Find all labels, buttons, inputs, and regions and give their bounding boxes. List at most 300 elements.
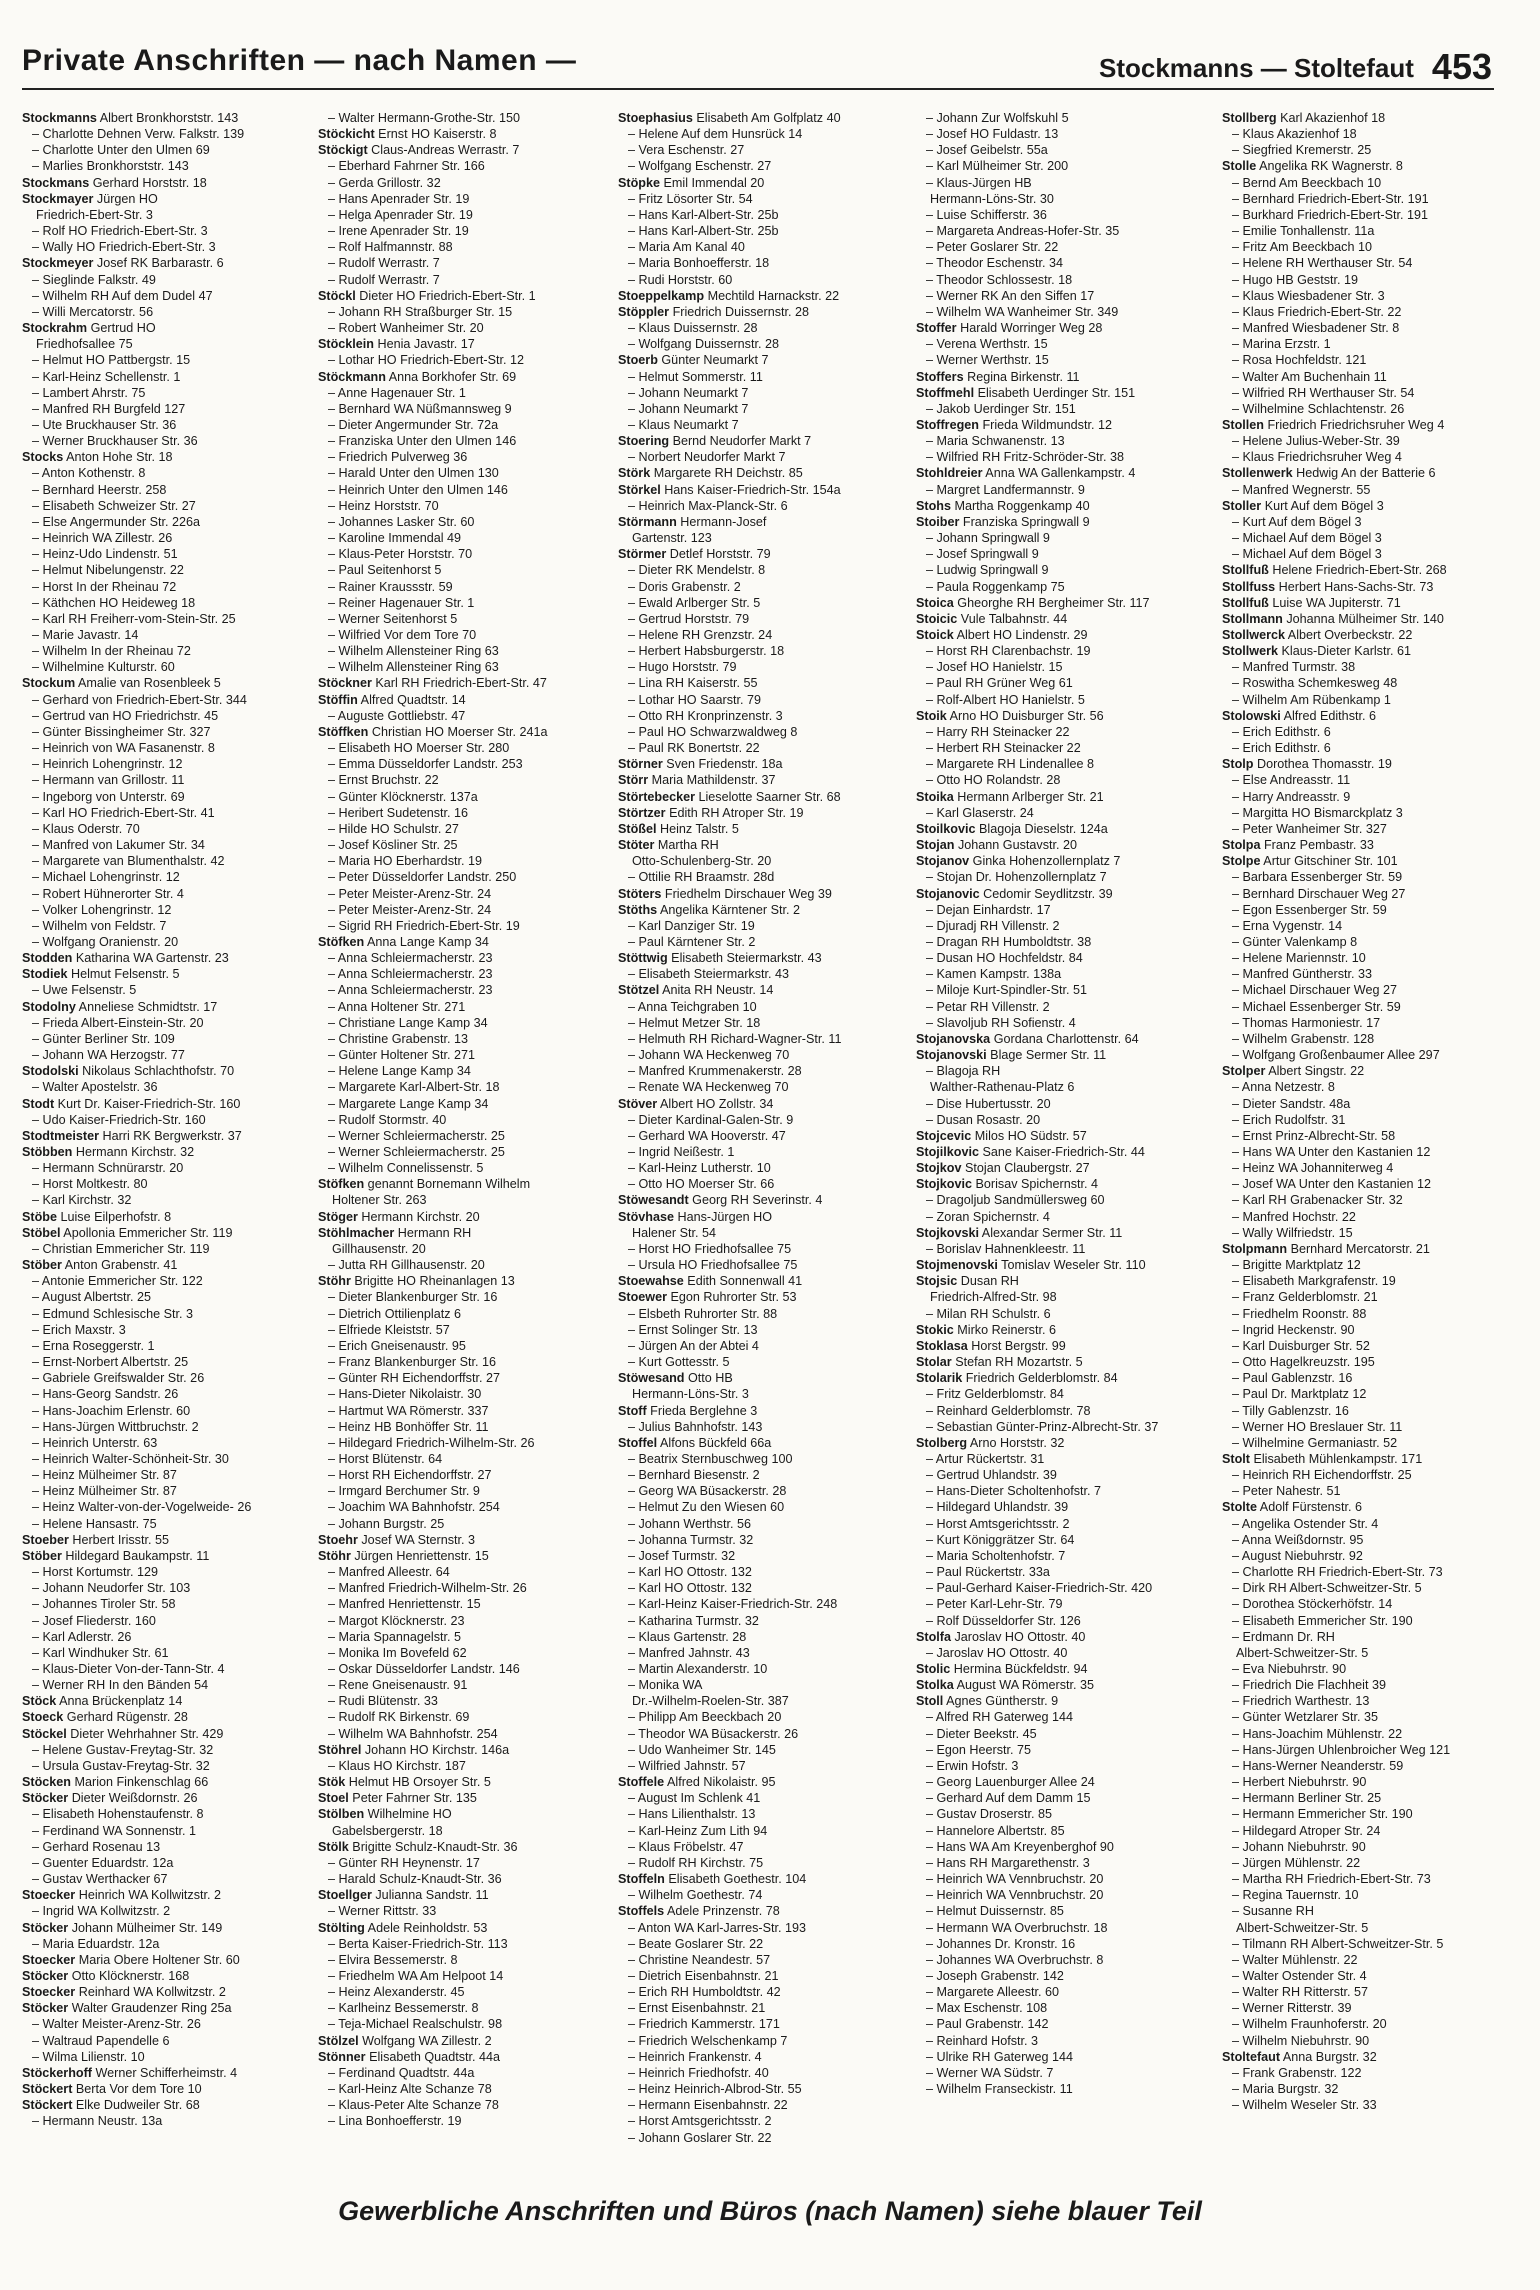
directory-entry: – Emilie Tonhallenstr. 11a [1232,224,1375,239]
directory-entry: – Johann RH Straßburger Str. 15 [328,304,513,319]
directory-entry: – Lothar HO Friedrich-Ebert-Str. 12 [328,353,524,368]
directory-entry: – Helmut Metzer Str. 18 [628,1015,761,1030]
directory-entry: Stollfuss Herbert Hans-Sachs-Str. 73 [1222,579,1434,594]
directory-entry: – Walter Hermann-Grothe-Str. 150 [328,111,521,125]
directory-entry: Walther-Rathenau-Platz 6 [930,1080,1075,1095]
directory-entry: Stöters Friedhelm Dirschauer Weg 39 [618,886,832,901]
directory-entry: Stolarik Friedrich Gelderblomstr. 84 [916,1371,1118,1386]
directory-entry: – Margarete RH Lindenallee 8 [926,757,1095,772]
directory-entry: – Hannelore Albertstr. 85 [926,1823,1065,1838]
directory-entry: – Klaus Gartenstr. 28 [628,1629,747,1644]
directory-entry: Stöhr Jürgen Henriettenstr. 15 [318,1548,489,1563]
directory-entry: – Rolf Düsseldorfer Str. 126 [926,1613,1081,1628]
directory-entry: – Stojan Dr. Hohenzollernplatz 7 [926,870,1107,885]
directory-entry: – Werner Ritterstr. 39 [1232,2001,1352,2016]
directory-entry: – Jakob Uerdinger Str. 151 [926,401,1076,416]
directory-entry: – Berta Kaiser-Friedrich-Str. 113 [328,1936,508,1951]
directory-entry: Stöcker Walter Graudenzer Ring 25a [22,2001,232,2016]
directory-entry: – Josef Turmstr. 32 [628,1548,736,1563]
directory-entry: – Helmut Sommerstr. 11 [628,369,763,384]
directory-entry: – Klaus Duissernstr. 28 [628,321,758,336]
directory-entry: – Wilhelm Connelissenstr. 5 [328,1161,484,1176]
directory-entry: – Ernst Solinger Str. 13 [628,1322,758,1337]
directory-entry: – Friedhelm WA Am Helpoot 14 [328,1968,504,1983]
directory-entry: – Philipp Am Beeckbach 20 [628,1710,782,1725]
directory-entry: – Ursula HO Friedhofsallee 75 [628,1258,798,1273]
directory-entry: – Tilmann RH Albert-Schweitzer-Str. 5 [1232,1936,1444,1951]
directory-entry: – Horst RH Clarenbachstr. 19 [926,644,1091,659]
directory-entry: – Helene Hansastr. 75 [32,1516,157,1531]
directory-entry: – Helmut Nibelungenstr. 22 [32,563,184,578]
directory-entry: – Gertrud Uhlandstr. 39 [926,1468,1057,1483]
directory-entry: – Kamen Kampstr. 138a [926,967,1062,982]
directory-entry: – Helene Mariennstr. 10 [1232,951,1366,966]
directory-entry: Hermann-Löns-Str. 30 [930,191,1054,206]
directory-entry: Störner Sven Friedenstr. 18a [618,757,783,772]
directory-entry: Stöver Albert HO Zollstr. 34 [618,1096,774,1111]
directory-entry: – Johanna Turmstr. 32 [628,1532,754,1547]
directory-entry: – Hans Apenrader Str. 19 [328,191,470,206]
directory-entry: – Erich Gneisenaustr. 95 [328,1338,466,1353]
directory-entry: – Günter Klöcknerstr. 137a [328,789,478,804]
directory-entry: – Heinz WA Johanniterweg 4 [1232,1161,1394,1176]
directory-entry: – Dusan Rosastr. 20 [926,1112,1041,1127]
directory-entry: – Paul HO Schwarzwaldweg 8 [628,724,798,739]
directory-entry: – Johannes Dr. Kronstr. 16 [926,1936,1076,1951]
directory-entry: – Lina Bonhoefferstr. 19 [328,2114,462,2129]
directory-entry: Stoewer Egon Ruhrorter Str. 53 [618,1290,797,1305]
directory-entry: Stojanovska Gordana Charlottenstr. 64 [916,1031,1139,1046]
directory-entry: – Anne Hagenauer Str. 1 [328,385,466,400]
directory-entry: – Ferdinand WA Sonnenstr. 1 [32,1823,197,1838]
directory-entry: Stöffken Christian HO Moerser Str. 241a [318,724,548,739]
directory-entry: – Werner Seitenhorst 5 [328,611,458,626]
directory-entry: – Wilhelm Niebuhrstr. 90 [1232,2033,1370,2048]
directory-entry: – Fritz Am Beeckbach 10 [1232,240,1372,255]
directory-entry: – Josef WA Unter den Kastanien 12 [1232,1177,1432,1192]
directory-entry: – Kurt Gottesstr. 5 [628,1355,730,1370]
directory-entry: Stöckmann Anna Borkhofer Str. 69 [318,369,517,384]
directory-entry: Stohs Martha Roggenkamp 40 [916,498,1090,513]
directory-entry: – Johann WA Heckenweg 70 [628,1048,790,1063]
directory-entry: – Wilfried RH Fritz-Schröder-Str. 38 [926,450,1125,465]
directory-entry: Stojilkovic Sane Kaiser-Friedrich-Str. 44 [916,1145,1145,1159]
directory-entry: – Margot Klöcknerstr. 23 [328,1613,465,1628]
directory-entry: – Otto HO Rolandstr. 28 [926,773,1061,788]
directory-entry: Stojan Johann Gustavstr. 20 [916,838,1077,853]
directory-entry: Stolpmann Bernhard Mercatorstr. 21 [1222,1241,1430,1256]
directory-entry: Friedrich-Ebert-Str. 3 [36,207,153,222]
directory-entry: – Hans RH Margarethenstr. 3 [926,1855,1090,1870]
directory-entry: – Herbert RH Steinacker 22 [926,741,1081,756]
directory-entry: Störk Margarete RH Deichstr. 85 [618,466,803,481]
directory-entry: – Dieter Angermunder Str. 72a [328,417,499,432]
directory-entry: Stöcklein Henia Javastr. 17 [318,337,475,352]
directory-entry: Stöbel Apollonia Emmericher Str. 119 [22,1225,233,1240]
directory-entry: – Rudolf Werrastr. 7 [328,256,440,271]
directory-entry: – Lambert Ahrstr. 75 [32,385,146,400]
directory-entry: – Hilde HO Schulstr. 27 [328,821,459,836]
directory-entry: – Johannes WA Overbruchstr. 8 [926,1952,1104,1967]
directory-entry: – Otto HO Moerser Str. 66 [628,1177,775,1192]
directory-entry: – Sigrid RH Friedrich-Ebert-Str. 19 [328,918,520,933]
directory-entry: – Manfred Wegnerstr. 55 [1232,482,1371,497]
directory-entry: – Herbert Niebuhrstr. 90 [1232,1775,1367,1790]
directory-entry: – Auguste Gottliebstr. 47 [328,708,466,723]
directory-entry: – Karl Kirchstr. 32 [32,1193,132,1208]
directory-entry: Stöhrel Johann HO Kirchstr. 146a [318,1742,510,1757]
directory-entry: – Helene Julius-Weber-Str. 39 [1232,434,1400,449]
directory-entry: – Edmund Schlesische Str. 3 [32,1306,194,1321]
directory-entry: Stöcker Dieter Weißdornstr. 26 [22,1791,198,1806]
directory-entry: – Manfred Jahnstr. 43 [628,1645,750,1660]
directory-entry: – Jürgen Mühlenstr. 22 [1232,1855,1361,1870]
directory-entry: – Wilhelm WA Bahnhofstr. 254 [328,1726,498,1741]
directory-entry: – Maria Eduardstr. 12a [32,1936,160,1951]
directory-entry: Stoiber Franziska Springwall 9 [916,514,1090,529]
directory-entry: Stoff Frieda Berglehne 3 [618,1403,758,1418]
directory-entry: – Heinrich Walter-Schönheit-Str. 30 [32,1451,229,1466]
directory-entry: Otto-Schulenberg-Str. 20 [632,854,772,869]
directory-entry: – Klaus Akazienhof 18 [1232,127,1357,142]
directory-entry: – Monika Im Bovefeld 62 [328,1645,467,1660]
directory-entry: – Johann Neumarkt 7 [628,401,749,416]
directory-entry: – Harry Andreasstr. 9 [1232,789,1351,804]
directory-entry: Stoecker Reinhard WA Kollwitzstr. 2 [22,1985,226,2000]
directory-entry: – Günter Berliner Str. 109 [32,1031,175,1046]
directory-entry: – Jaroslav HO Ottostr. 40 [926,1645,1068,1660]
directory-entry: – Karl HO Friedrich-Ebert-Str. 41 [32,805,215,820]
directory-entry: Stöger Hermann Kirchstr. 20 [318,1209,480,1224]
directory-entry: – Else Andreasstr. 11 [1232,773,1351,788]
directory-entry: – Karl Danziger Str. 19 [628,918,755,933]
directory-entry: Störkel Hans Kaiser-Friedrich-Str. 154a [618,482,841,497]
directory-entry: – Anna Weißdornstr. 95 [1232,1532,1364,1547]
directory-entry: – Uwe Felsenstr. 5 [32,983,137,998]
directory-entry: – Harald Unter den Ulmen 130 [328,466,499,481]
directory-entry: – Georg WA Büsackerstr. 28 [628,1484,787,1499]
directory-entry: – Elvira Bessemerstr. 8 [328,1952,458,1967]
directory-entry: – Martin Alexanderstr. 10 [628,1662,768,1676]
directory-entry: – Hans-Georg Sandstr. 26 [32,1387,179,1402]
directory-entry: Stoik Arno HO Duisburger Str. 56 [916,708,1104,723]
directory-entry: – Ludwig Springwall 9 [926,563,1049,578]
directory-entry: – Jürgen An der Abtei 4 [628,1338,759,1353]
directory-entry: – Charlotte Dehnen Verw. Falkstr. 139 [32,127,245,142]
directory-entry: Stoeppelkamp Mechtild Harnackstr. 22 [618,288,840,303]
directory-entry: – Erna Roseggerstr. 1 [32,1338,155,1353]
directory-entry: – Heinrich von WA Fasanenstr. 8 [32,741,215,756]
directory-entry: – Max Eschenstr. 108 [926,2001,1048,2016]
directory-entry: – Gerhard Auf dem Damm 15 [926,1791,1091,1806]
directory-entry: – Georg Lauenburger Allee 24 [926,1775,1095,1790]
directory-entry: – Regina Tauernstr. 10 [1232,1888,1359,1903]
directory-entry: – Hans Karl-Albert-Str. 25b [628,224,779,239]
directory-entry: Albert-Schweitzer-Str. 5 [1236,1920,1369,1935]
directory-entry: – Franz Blankenburger Str. 16 [328,1355,497,1370]
directory-entry: – Theodor Schlossestr. 18 [926,272,1073,287]
directory-entry: – Klaus Fröbelstr. 47 [628,1839,744,1854]
directory-entry: – Eberhard Fahrner Str. 166 [328,159,485,174]
directory-entry: Stoecker Maria Obere Holtener Str. 60 [22,1952,240,1967]
directory-entry: Stodtmeister Harri RK Bergwerkstr. 37 [22,1128,242,1143]
directory-entry: – Harry RH Steinacker 22 [926,724,1070,739]
directory-entry: – Horst Kortumstr. 129 [32,1565,158,1580]
directory-entry: – Helmut HO Pattbergstr. 15 [32,353,191,368]
directory-entry: – Joseph Grabenstr. 142 [926,1968,1064,1983]
directory-entry: – Michael Dirschauer Weg 27 [1232,983,1397,998]
directory-entry: – Hans-Jürgen Uhlenbroicher Weg 121 [1232,1742,1451,1757]
directory-entry: – Elisabeth Hohenstaufenstr. 8 [32,1807,204,1822]
directory-entry: – Rudi Horststr. 60 [628,272,733,287]
directory-entry: – Klaus Neumarkt 7 [628,417,739,432]
directory-entry: – Werner Werthstr. 15 [926,353,1049,368]
directory-entry: – Udo Kaiser-Friedrich-Str. 160 [32,1112,206,1127]
directory-columns [22,110,1494,2145]
directory-entry: – Karl HO Ottostr. 132 [628,1565,752,1580]
directory-entry: – Bernhard Biesenstr. 2 [628,1468,760,1483]
directory-entry: – Heinz Heinrich-Albrod-Str. 55 [628,2082,802,2097]
directory-entry: Stövhase Hans-Jürgen HO [618,1209,772,1224]
directory-entry: – Dietrich Ottilienplatz 6 [328,1306,461,1321]
directory-entry: – Werner Bruckhauser Str. 36 [32,434,198,449]
directory-entry: – Emma Düsseldorfer Landstr. 253 [328,757,523,772]
directory-entry: – Anna Schleiermacherstr. 23 [328,967,493,982]
directory-entry: – Hermann Schnürarstr. 20 [32,1161,184,1176]
directory-entry: – Werner Rittstr. 33 [328,1904,437,1919]
directory-entry: – Theodor WA Büsackerstr. 26 [628,1726,799,1741]
directory-entry: – Günter Wetzlarer Str. 35 [1232,1710,1379,1725]
directory-entry: – Johannes Lasker Str. 60 [328,514,475,529]
directory-entry: – Manfred Alleestr. 64 [328,1565,450,1580]
directory-entry: Stolberg Arno Horststr. 32 [916,1435,1065,1450]
directory-entry: – Heinrich Unterstr. 63 [32,1435,158,1450]
directory-entry: – Fritz Gelderblomstr. 84 [926,1387,1064,1402]
directory-entry: – Margret Landfermannstr. 9 [926,482,1085,497]
directory-entry: – Harald Schulz-Knaudt-Str. 36 [328,1872,502,1887]
directory-entry: – Brigitte Marktplatz 12 [1232,1258,1361,1273]
directory-entry: – Manfred Krummenakerstr. 28 [628,1064,802,1079]
directory-entry: Stöber Hildegard Baukampstr. 11 [22,1548,210,1563]
directory-entry: – Otto RH Kronprinzenstr. 3 [628,708,783,723]
directory-entry: – Helene Gustav-Freytag-Str. 32 [32,1742,214,1757]
directory-entry: – Klaus-Jürgen HB [926,175,1032,190]
directory-entry: Stoller Kurt Auf dem Bögel 3 [1222,498,1384,513]
directory-entry: – Ewald Arlberger Str. 5 [628,595,761,610]
directory-entry: – Manfred von Lakumer Str. 34 [32,838,205,853]
directory-entry: Stocks Anton Hohe Str. 18 [22,450,173,465]
directory-entry: – August Im Schlenk 41 [628,1791,761,1806]
directory-entry: – Maria Burgstr. 32 [1232,2082,1339,2097]
directory-entry: – Gerda Grillostr. 32 [328,175,441,190]
directory-entry: Stöckerhoff Werner Schifferheimstr. 4 [22,2065,238,2080]
directory-entry: – Frieda Albert-Einstein-Str. 20 [32,1015,204,1030]
directory-entry: Stoewahse Edith Sonnenwall 41 [618,1274,803,1289]
directory-entry: – Hans Karl-Albert-Str. 25b [628,207,779,222]
name-range: Stockmanns — Stoltefaut [1098,53,1414,83]
directory-entry: – Wally Wilfriedstr. 15 [1232,1225,1353,1240]
directory-column-5 [1222,110,1506,2113]
directory-entry: – Gustav Werthacker 67 [32,1872,168,1887]
directory-entry: – Michael Auf dem Bögel 3 [1232,531,1382,546]
directory-entry: Stöckner Karl RH Friedrich-Ebert-Str. 47 [318,676,547,691]
directory-entry: – Ernst Bruchstr. 22 [328,773,439,788]
directory-entry: – Werner RK An den Siffen 17 [926,288,1095,303]
directory-entry: – Rolf HO Friedrich-Ebert-Str. 3 [32,224,208,239]
footer-note: Gewerbliche Anschriften und Büros (nach Namen) siehe blauer Teil [338,2196,1202,2226]
directory-entry: – Wilhelm Goethestr. 74 [628,1888,763,1903]
directory-entry: Stojkovski Alexandar Sermer Str. 11 [916,1225,1123,1240]
directory-entry: – Paul-Gerhard Kaiser-Friedrich-Str. 420 [926,1581,1153,1596]
directory-entry: Holtener Str. 263 [332,1193,427,1208]
directory-entry: – Irene Apenrader Str. 19 [328,224,469,239]
directory-entry: – Hartmut WA Römerstr. 337 [328,1403,489,1418]
directory-entry: – Charlotte RH Friedrich-Ebert-Str. 73 [1232,1565,1443,1580]
directory-entry: – Egon Essenberger Str. 59 [1232,902,1387,917]
directory-entry: – Karl RH Freiherr-vom-Stein-Str. 25 [32,611,236,626]
directory-entry: – Paul Gablenzstr. 16 [1232,1371,1353,1386]
directory-entry: – Helmut Zu den Wiesen 60 [628,1500,785,1515]
directory-entry: – Margareta Andreas-Hofer-Str. 35 [926,224,1120,239]
directory-entry: – Käthchen HO Heideweg 18 [32,595,196,610]
directory-entry: Stöckert Elke Dudweiler Str. 68 [22,2098,200,2113]
directory-entry: – Slavoljub RH Sofienstr. 4 [926,1015,1076,1030]
directory-entry: – Wilhelm Fraunhoferstr. 20 [1232,2017,1387,2032]
directory-entry: Störmer Detlef Horststr. 79 [618,547,771,562]
directory-entry: – Norbert Neudorfer Markt 7 [628,450,786,465]
directory-entry: – Erich Maxstr. 3 [32,1322,126,1337]
directory-entry: – Paul RH Grüner Weg 61 [926,676,1073,691]
directory-entry: – Helene RH Grenzstr. 24 [628,628,773,642]
directory-entry: – Ernst Prinz-Albrecht-Str. 58 [1232,1128,1396,1143]
directory-entry: – Wilhelmine Germaniastr. 52 [1232,1435,1398,1450]
directory-entry: – Horst Amtsgerichtsstr. 2 [628,2114,772,2129]
directory-entry: – Josef HO Fuldastr. 13 [926,127,1059,142]
directory-entry: Stoklasa Horst Bergstr. 99 [916,1338,1066,1353]
directory-entry: – Johann Goslarer Str. 22 [628,2130,772,2145]
directory-entry: – Frank Grabenstr. 122 [1232,2065,1362,2080]
directory-entry: – Wolfgang Großenbaumer Allee 297 [1232,1048,1440,1063]
directory-entry: – Katharina Turmstr. 32 [628,1613,759,1628]
directory-entry: Stölting Adele Reinholdstr. 53 [318,1920,488,1935]
directory-entry: – Rudolf Stormstr. 40 [328,1112,447,1127]
directory-entry: – Walter Mühlenstr. 22 [1232,1952,1358,1967]
directory-entry: Stockmayer Jürgen HO [22,191,158,206]
directory-entry: – Hans WA Am Kreyenberghof 90 [926,1839,1114,1854]
directory-column-3 [618,110,902,2146]
directory-entry: – Marina Erzstr. 1 [1232,337,1331,352]
directory-entry: – Bernd Am Beeckbach 10 [1232,175,1382,190]
directory-entry: Friedhofsallee 75 [36,337,133,352]
directory-entry: – Dieter RK Mendelstr. 8 [628,563,766,578]
directory-entry: – Charlotte Unter den Ulmen 69 [32,143,210,158]
directory-entry: Stoffel Alfons Bückfeld 66a [618,1435,772,1450]
directory-entry: – Robert Wanheimer Str. 20 [328,321,484,336]
directory-entry: – Oskar Düsseldorfer Landstr. 146 [328,1662,520,1676]
directory-entry: – Manfred Güntherstr. 33 [1232,967,1373,982]
directory-entry: – Karl-Heinz Lutherstr. 10 [628,1161,771,1176]
directory-entry: – Manfred Wiesbadener Str. 8 [1232,321,1400,336]
directory-entry: – Hans-Werner Neanderstr. 59 [1232,1758,1404,1773]
directory-entry: – Wolfgang Oranienstr. 20 [32,934,179,949]
header-rule [22,88,1494,90]
directory-entry: Stöckicht Ernst HO Kaiserstr. 8 [318,127,497,142]
directory-entry: Stöwesand Otto HB [618,1371,733,1386]
directory-entry: – Anna Schleiermacherstr. 23 [328,951,493,966]
directory-entry: – Rene Gneisenaustr. 91 [328,1678,468,1693]
directory-entry: – Peter Düsseldorfer Landstr. 250 [328,870,517,885]
directory-entry: – Gerhard Rosenau 13 [32,1839,161,1854]
directory-entry: Stoicic Vule Talbahnstr. 44 [916,611,1068,626]
directory-entry: – Heribert Sudetenstr. 16 [328,805,469,820]
directory-entry: – Klaus HO Kirchstr. 187 [328,1758,466,1773]
directory-entry: – Hugo HB Geststr. 19 [1232,272,1358,287]
directory-entry: – Maria Schwanenstr. 13 [926,434,1065,449]
directory-entry: – Bernhard Heerstr. 258 [32,482,167,497]
directory-entry: – Horst HO Friedhofsallee 75 [628,1241,792,1256]
directory-entry: Stolp Dorothea Thomasstr. 19 [1222,757,1392,772]
directory-entry: – Ernst-Norbert Albertstr. 25 [32,1355,189,1370]
directory-entry: – Dieter Blankenburger Str. 16 [328,1290,498,1305]
directory-entry: Stöcker Otto Klöcknerstr. 168 [22,1968,190,1983]
directory-entry: Friedrich-Alfred-Str. 98 [930,1290,1057,1305]
directory-entry: – Dejan Einhardstr. 17 [926,902,1051,917]
directory-entry: – Johann WA Herzogstr. 77 [32,1048,185,1063]
directory-entry: Stollfuß Helene Friedrich-Ebert-Str. 268 [1222,563,1447,578]
directory-entry: Störtzer Edith RH Atroper Str. 19 [618,805,804,820]
directory-entry: – Erna Vygenstr. 14 [1232,918,1343,933]
directory-entry: Stojanov Ginka Hohenzollernplatz 7 [916,854,1121,869]
directory-entry: Stölben Wilhelmine HO [318,1807,452,1822]
directory-entry: – Wilhelm RH Auf dem Dudel 47 [32,288,213,303]
directory-entry: – Waltraud Papendelle 6 [32,2033,170,2048]
directory-entry: Stöwesandt Georg RH Severinstr. 4 [618,1193,823,1208]
directory-entry: – Barbara Essenberger Str. 59 [1232,870,1403,885]
directory-entry: – Julius Bahnhofstr. 143 [628,1419,763,1434]
directory-entry: – Hans WA Unter den Kastanien 12 [1232,1145,1431,1159]
directory-entry: Gabelsbergerstr. 18 [332,1823,443,1838]
directory-entry: – Hermann van Grillostr. 11 [32,773,185,788]
directory-entry: – Maria Spannagelstr. 5 [328,1629,462,1644]
directory-entry: – Klaus-Dieter Von-der-Tann-Str. 4 [32,1662,225,1676]
directory-entry: – Dietrich Eisenbahnstr. 21 [628,1968,779,1983]
directory-entry: – Roswitha Schemkesweg 48 [1232,676,1398,691]
directory-entry: Stoffels Adele Prinzenstr. 78 [618,1904,780,1919]
directory-entry: – Rudolf RH Kirchstr. 75 [628,1855,764,1870]
directory-entry: – Hans-Dieter Scholtenhofstr. 7 [926,1484,1102,1499]
directory-entry: – Karl Adlerstr. 26 [32,1629,132,1644]
directory-entry: – Friedrich Welschenkamp 7 [628,2033,788,2048]
directory-entry: – Peter Wanheimer Str. 327 [1232,821,1387,836]
directory-entry: Stönner Elisabeth Quadtstr. 44a [318,2049,500,2064]
directory-entry: – Dieter Kardinal-Galen-Str. 9 [628,1112,794,1127]
directory-entry: – Bernhard Friedrich-Ebert-Str. 191 [1232,191,1429,206]
directory-entry: Stodiek Helmut Felsenstr. 5 [22,967,180,982]
directory-entry: – Manfred Turmstr. 38 [1232,660,1356,675]
directory-entry: Stollmann Johanna Mülheimer Str. 140 [1222,611,1444,626]
directory-entry: – Dragoljub Sandmüllersweg 60 [926,1193,1105,1208]
page-header [22,38,1492,88]
directory-entry: – Franz Gelderblomstr. 21 [1232,1290,1378,1305]
directory-entry: – Martha RH Friedrich-Ebert-Str. 73 [1232,1872,1431,1887]
directory-entry: Stojanovic Cedomir Seydlitzstr. 39 [916,886,1113,901]
directory-entry: – Karl-Heinz Alte Schanze 78 [328,2082,492,2097]
directory-entry: – Wilhelm Weseler Str. 33 [1232,2098,1377,2113]
directory-entry: – Hildegard Uhlandstr. 39 [926,1500,1069,1515]
directory-entry: Stöckigt Claus-Andreas Werrastr. 7 [318,143,520,158]
directory-entry: – Maria Am Kanal 40 [628,240,745,255]
directory-entry: Stötzel Anita RH Neustr. 14 [618,983,774,998]
